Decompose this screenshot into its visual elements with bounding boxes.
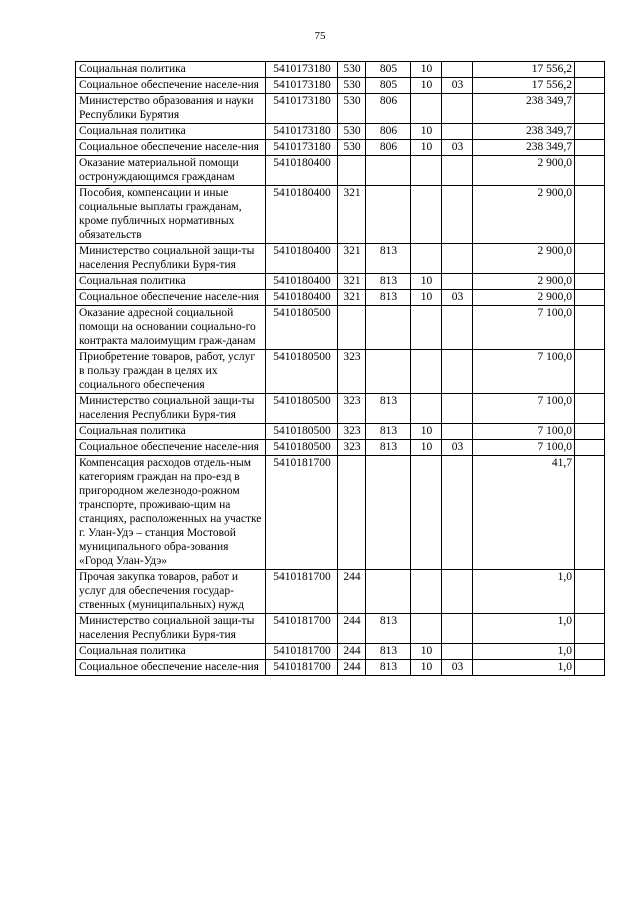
cell-target-article: 5410181700 (266, 614, 338, 644)
cell-amount: 1,0 (473, 644, 575, 660)
cell-empty (575, 394, 605, 424)
cell-amount: 7 100,0 (473, 350, 575, 394)
cell-amount: 238 349,7 (473, 140, 575, 156)
cell-section: 10 (411, 274, 442, 290)
cell-amount: 41,7 (473, 456, 575, 570)
cell-subsection (442, 156, 473, 186)
cell-expense-type: 323 (338, 394, 366, 424)
cell-name: Социальная политика (76, 424, 266, 440)
cell-target-article: 5410180500 (266, 306, 338, 350)
cell-amount: 2 900,0 (473, 186, 575, 244)
cell-amount: 2 900,0 (473, 290, 575, 306)
cell-empty (575, 94, 605, 124)
cell-empty (575, 244, 605, 274)
cell-expense-type: 323 (338, 440, 366, 456)
cell-expense-type: 530 (338, 124, 366, 140)
cell-subsection: 03 (442, 140, 473, 156)
cell-section (411, 156, 442, 186)
cell-expense-type: 323 (338, 350, 366, 394)
cell-subsection (442, 94, 473, 124)
cell-expense-type: 321 (338, 186, 366, 244)
cell-target-article: 5410180400 (266, 290, 338, 306)
cell-subsection (442, 644, 473, 660)
cell-target-article: 5410181700 (266, 570, 338, 614)
cell-section (411, 570, 442, 614)
table-row (76, 644, 605, 660)
cell-target-article: 5410173180 (266, 124, 338, 140)
cell-amount: 7 100,0 (473, 394, 575, 424)
cell-subsection (442, 244, 473, 274)
table-row (76, 62, 605, 78)
cell-section (411, 614, 442, 644)
cell-department (366, 186, 411, 244)
cell-department: 813 (366, 424, 411, 440)
cell-target-article: 5410173180 (266, 62, 338, 78)
table-row (76, 306, 605, 350)
cell-department: 813 (366, 394, 411, 424)
table-row (76, 394, 605, 424)
cell-empty (575, 440, 605, 456)
cell-department (366, 456, 411, 570)
cell-expense-type: 244 (338, 570, 366, 614)
cell-empty (575, 644, 605, 660)
cell-section: 10 (411, 660, 442, 676)
table-row (76, 274, 605, 290)
cell-target-article: 5410180500 (266, 394, 338, 424)
cell-expense-type (338, 156, 366, 186)
cell-name: Министерство социальной защи-ты населения Республики Буря-тия (76, 244, 266, 274)
cell-empty (575, 306, 605, 350)
cell-name: Прочая закупка товаров, работ и услуг для обеспечения государ-ственных (муниципальных) нужд (76, 570, 266, 614)
cell-expense-type (338, 306, 366, 350)
cell-expense-type: 321 (338, 290, 366, 306)
cell-section (411, 94, 442, 124)
cell-department: 805 (366, 62, 411, 78)
cell-subsection (442, 306, 473, 350)
cell-subsection: 03 (442, 660, 473, 676)
cell-expense-type: 323 (338, 424, 366, 440)
table-row (76, 614, 605, 644)
cell-amount: 238 349,7 (473, 94, 575, 124)
cell-expense-type: 244 (338, 614, 366, 644)
cell-name: Оказание адресной социальной помощи на основании социально-го контракта малоимущим граж-данам (76, 306, 266, 350)
cell-department (366, 306, 411, 350)
budget-table-body (76, 62, 605, 676)
cell-section: 10 (411, 440, 442, 456)
cell-subsection (442, 186, 473, 244)
cell-subsection: 03 (442, 78, 473, 94)
cell-section: 10 (411, 78, 442, 94)
cell-name: Министерство социальной защи-ты населения Республики Буря-тия (76, 614, 266, 644)
page-number: 75 (314, 30, 326, 42)
cell-department: 806 (366, 140, 411, 156)
cell-section: 10 (411, 424, 442, 440)
cell-expense-type: 530 (338, 78, 366, 94)
cell-amount: 7 100,0 (473, 424, 575, 440)
cell-empty (575, 274, 605, 290)
cell-name: Оказание материальной помощи остронуждающимся гражданам (76, 156, 266, 186)
cell-target-article: 5410180400 (266, 244, 338, 274)
cell-subsection (442, 394, 473, 424)
cell-department: 806 (366, 94, 411, 124)
cell-empty (575, 660, 605, 676)
cell-target-article: 5410180500 (266, 350, 338, 394)
cell-target-article: 5410181700 (266, 644, 338, 660)
table-row (76, 424, 605, 440)
cell-empty (575, 290, 605, 306)
cell-subsection (442, 350, 473, 394)
cell-empty (575, 456, 605, 570)
cell-name: Министерство социальной защи-ты населения Республики Буря-тия (76, 394, 266, 424)
cell-amount: 2 900,0 (473, 156, 575, 186)
cell-empty (575, 424, 605, 440)
cell-expense-type: 530 (338, 140, 366, 156)
cell-section (411, 244, 442, 274)
cell-subsection (442, 124, 473, 140)
table-row (76, 124, 605, 140)
table-row (76, 350, 605, 394)
cell-subsection: 03 (442, 440, 473, 456)
cell-section (411, 456, 442, 570)
cell-expense-type: 321 (338, 274, 366, 290)
cell-subsection (442, 614, 473, 644)
cell-empty (575, 78, 605, 94)
table-row (76, 78, 605, 94)
cell-expense-type: 321 (338, 244, 366, 274)
cell-name: Приобретение товаров, работ, услуг в пользу граждан в целях их социального обеспечения (76, 350, 266, 394)
cell-name: Социальная политика (76, 644, 266, 660)
budget-table (75, 61, 605, 676)
cell-target-article: 5410181700 (266, 660, 338, 676)
cell-name: Социальное обеспечение населе-ния (76, 140, 266, 156)
cell-subsection (442, 274, 473, 290)
cell-department: 813 (366, 614, 411, 644)
table-row (76, 94, 605, 124)
cell-target-article: 5410180500 (266, 424, 338, 440)
cell-expense-type (338, 456, 366, 570)
cell-section (411, 306, 442, 350)
cell-target-article: 5410173180 (266, 140, 338, 156)
cell-name: Социальное обеспечение населе-ния (76, 660, 266, 676)
cell-section: 10 (411, 124, 442, 140)
cell-empty (575, 140, 605, 156)
table-row (76, 156, 605, 186)
cell-name: Социальное обеспечение населе-ния (76, 290, 266, 306)
cell-subsection (442, 62, 473, 78)
cell-amount: 1,0 (473, 660, 575, 676)
cell-empty (575, 570, 605, 614)
cell-name: Социальное обеспечение населе-ния (76, 78, 266, 94)
cell-empty (575, 614, 605, 644)
cell-amount: 7 100,0 (473, 306, 575, 350)
cell-name: Министерство образования и науки Республики Бурятия (76, 94, 266, 124)
cell-empty (575, 124, 605, 140)
cell-amount: 2 900,0 (473, 244, 575, 274)
table-row (76, 660, 605, 676)
cell-name: Пособия, компенсации и иные социальные выплаты гражданам, кроме публичных нормативных обязательств (76, 186, 266, 244)
cell-department: 813 (366, 274, 411, 290)
cell-department (366, 350, 411, 394)
cell-target-article: 5410180400 (266, 156, 338, 186)
cell-amount: 1,0 (473, 570, 575, 614)
cell-target-article: 5410180400 (266, 274, 338, 290)
cell-target-article: 5410173180 (266, 94, 338, 124)
cell-section (411, 394, 442, 424)
cell-empty (575, 62, 605, 78)
cell-subsection (442, 456, 473, 570)
cell-section (411, 186, 442, 244)
cell-expense-type: 244 (338, 644, 366, 660)
table-row (76, 290, 605, 306)
cell-department: 805 (366, 78, 411, 94)
cell-amount: 17 556,2 (473, 78, 575, 94)
table-row (76, 186, 605, 244)
cell-name: Социальное обеспечение населе-ния (76, 440, 266, 456)
cell-department: 813 (366, 290, 411, 306)
cell-subsection (442, 570, 473, 614)
cell-department: 813 (366, 660, 411, 676)
cell-expense-type: 530 (338, 62, 366, 78)
cell-expense-type: 244 (338, 660, 366, 676)
cell-department (366, 570, 411, 614)
table-row (76, 570, 605, 614)
cell-empty (575, 350, 605, 394)
cell-section: 10 (411, 62, 442, 78)
cell-subsection (442, 424, 473, 440)
cell-name: Компенсация расходов отдель-ным категориям граждан на про-езд в пригородном железнодо-рожном транспорте, проживаю-щим на станциях, расположенных на участке г. Улан-Удэ – станция Мостовой муниципального обра-зования «Город Улан-Удэ» (76, 456, 266, 570)
cell-section (411, 350, 442, 394)
cell-name: Социальная политика (76, 62, 266, 78)
cell-empty (575, 186, 605, 244)
cell-section: 10 (411, 644, 442, 660)
cell-section: 10 (411, 140, 442, 156)
cell-target-article: 5410180500 (266, 440, 338, 456)
cell-department: 806 (366, 124, 411, 140)
cell-target-article: 5410173180 (266, 78, 338, 94)
cell-amount: 17 556,2 (473, 62, 575, 78)
cell-target-article: 5410181700 (266, 456, 338, 570)
cell-amount: 7 100,0 (473, 440, 575, 456)
table-row (76, 440, 605, 456)
table-row (76, 244, 605, 274)
cell-section: 10 (411, 290, 442, 306)
cell-department (366, 156, 411, 186)
cell-department: 813 (366, 244, 411, 274)
cell-name: Социальная политика (76, 274, 266, 290)
cell-subsection: 03 (442, 290, 473, 306)
cell-empty (575, 156, 605, 186)
cell-department: 813 (366, 644, 411, 660)
cell-amount: 238 349,7 (473, 124, 575, 140)
cell-amount: 1,0 (473, 614, 575, 644)
table-row (76, 456, 605, 570)
table-row (76, 140, 605, 156)
cell-department: 813 (366, 440, 411, 456)
cell-name: Социальная политика (76, 124, 266, 140)
cell-amount: 2 900,0 (473, 274, 575, 290)
cell-expense-type: 530 (338, 94, 366, 124)
cell-target-article: 5410180400 (266, 186, 338, 244)
